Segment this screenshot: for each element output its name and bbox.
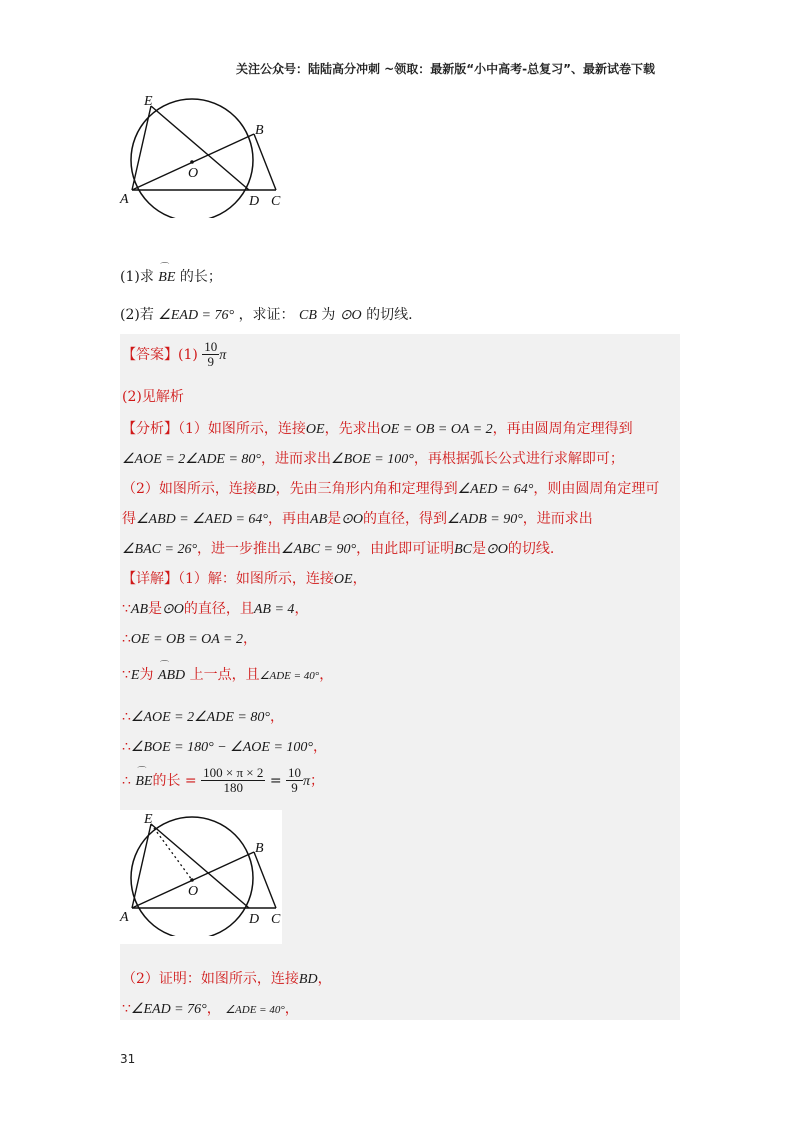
point-label-e-2: E	[144, 812, 153, 827]
analysis-l4-c: 是	[327, 511, 342, 527]
analysis-l4-eq: ∠ABD = ∠AED = 64°	[136, 512, 269, 527]
analysis-l3-aed: ∠AED = 64°	[457, 482, 534, 497]
q2-suffix: 的切线.	[366, 307, 413, 323]
detail-l1-oe: OE	[333, 572, 353, 587]
point-label-o-2: O	[188, 884, 199, 899]
answer-line	[122, 340, 226, 370]
detail-l7-a: ∴	[122, 772, 131, 789]
analysis-l3-b: ，先由三角形内角和定理得到	[275, 481, 458, 497]
detail-l7-c: ；	[310, 772, 325, 789]
geometry-figure-solution	[118, 810, 298, 936]
analysis-l2-eq: ∠AOE = 2∠ADE = 80°	[122, 452, 262, 467]
page-header: 关注公众号：陆陆高分冲刺 ~领取：最新版“小中高考-总复习”、最新试卷下载	[236, 62, 655, 76]
analysis-l4-b: ，再由	[268, 511, 311, 527]
analysis-l5-bac: ∠BAC = 26°	[122, 542, 198, 557]
detail-l7-eq: =	[269, 772, 282, 789]
analysis-l5-c: 是	[471, 541, 486, 557]
point-label-c: C	[271, 194, 281, 209]
analysis-l3-a: （2）如图所示，连接	[122, 481, 257, 497]
analysis-l4-ab: AB	[310, 512, 328, 527]
point-label-d-2: D	[249, 912, 260, 927]
proof-line-2	[122, 998, 299, 1018]
detail-l7-den: 180	[223, 780, 243, 796]
q2-circle: ⊙O	[339, 308, 362, 323]
detail-line-6	[122, 736, 327, 756]
detail-l7-fraction	[201, 766, 265, 796]
detail-l4-arc: ⌒ ABD	[158, 668, 185, 684]
analysis-l2-boe: ∠BOE = 100°	[331, 452, 414, 467]
detail-l7-rnum: 10	[288, 765, 301, 780]
answer-fraction	[202, 340, 219, 370]
detail-l2-o: ⊙O	[162, 602, 184, 617]
page-number: 31	[120, 1052, 136, 1066]
q2-mid: ，求证：	[238, 307, 295, 323]
detail-l6-eq: ∠BOE = 180° − ∠AOE = 100°	[130, 740, 313, 755]
analysis-l5-a: ，进一步推出	[197, 541, 282, 557]
detail-l2-c: 的直径，且	[183, 601, 254, 617]
analysis-l3-c: ，则由圆周角定理可	[533, 481, 660, 497]
proof-l2-c: ，	[284, 1001, 299, 1017]
q2-condition: ∠EAD = 76°	[158, 308, 235, 323]
analysis-l4-adb: ∠ADB = 90°	[446, 512, 523, 527]
answer-part2: (2)见解析	[122, 389, 184, 405]
analysis-l4-o: ⊙O	[341, 512, 363, 527]
analysis-l1-b: ，先求出	[324, 421, 381, 437]
detail-l3-eq: OE = OB = OA = 2	[130, 632, 243, 647]
detail-line-5	[122, 706, 284, 726]
proof-l2-eq: ∠EAD = 76°	[130, 1002, 207, 1017]
detail-l1-b: ，	[352, 571, 367, 587]
analysis-line-3	[122, 478, 659, 498]
analysis-l4-d: 的直径，得到	[362, 511, 447, 527]
proof-l2-eq2: ∠ADE = 40°	[225, 1004, 285, 1016]
analysis-l1-oe: OE	[305, 422, 325, 437]
detail-l4-eq: ∠ADE = 40°	[259, 670, 320, 682]
analysis-l5-abc: ∠ABC = 90°	[281, 542, 357, 557]
point-label-d: D	[249, 194, 260, 209]
detail-l7-num: 100 × π × 2	[203, 765, 264, 780]
detail-l2-eq: AB = 4	[253, 602, 295, 617]
answer-frac-den: 9	[207, 354, 215, 370]
detail-line-3	[122, 628, 257, 648]
detail-l7-b: 的长 =	[152, 772, 197, 789]
answer-label: 【答案】	[122, 346, 178, 363]
point-label-b: B	[255, 123, 264, 138]
point-label-o: O	[188, 166, 199, 181]
point-label-b-2: B	[255, 841, 264, 856]
proof-l1-b: ，	[317, 971, 332, 987]
detail-l4-b: 为	[139, 667, 154, 683]
proof-l2-b: ，	[206, 1001, 221, 1017]
q1-arc-be: ⌒ BE	[158, 270, 175, 286]
detail-l2-b: 是	[148, 601, 163, 617]
detail-l2-ab: AB	[130, 602, 149, 617]
analysis-l3-bd: BD	[256, 482, 276, 497]
analysis-l2-a: ，进而求出	[261, 451, 332, 467]
analysis-line-1	[122, 418, 633, 438]
analysis-l5-bc: BC	[454, 542, 472, 557]
analysis-line-2	[122, 448, 624, 468]
proof-l2-a: ∵	[122, 1001, 131, 1017]
proof-line-1	[122, 968, 332, 988]
point-label-a: A	[120, 192, 129, 207]
detail-l1-a: （1）解：如图所示，连接	[178, 571, 334, 587]
analysis-l1-a: （1）如图所示，连接	[178, 421, 306, 437]
detail-l7-result	[286, 766, 303, 796]
analysis-l4-a: 得	[122, 511, 136, 527]
q2-prefix: (2)若	[120, 307, 154, 323]
analysis-l1-eq: OE = OB = OA = 2	[380, 422, 493, 437]
analysis-l5-b: ，由此即可证明	[356, 541, 455, 557]
detail-l2-a: ∵	[122, 601, 131, 617]
answer-pi: π	[219, 347, 227, 363]
q2-wei: 为	[321, 307, 336, 323]
point-label-a-2: A	[120, 910, 129, 925]
detail-l7-rden: 9	[291, 780, 298, 796]
detail-l3-b: ，	[243, 631, 257, 647]
detail-label: 【详解】	[122, 571, 178, 587]
q1-prefix: (1)求	[120, 269, 154, 285]
analysis-line-4	[122, 508, 593, 528]
detail-line-2	[122, 598, 308, 618]
point-label-e: E	[144, 94, 153, 109]
proof-l1-bd: BD	[298, 972, 318, 987]
geometry-figure-top	[118, 92, 298, 218]
detail-l2-d: ，	[294, 601, 309, 617]
answer-part1: (1)	[178, 346, 198, 363]
question-2	[120, 304, 413, 324]
analysis-l5-o: ⊙O	[485, 542, 508, 557]
analysis-line-5	[122, 538, 554, 558]
question-1	[120, 266, 222, 286]
detail-l7-pi: π	[303, 773, 311, 789]
q2-cb: CB	[299, 308, 317, 323]
analysis-l2-b: ，再根据弧长公式进行求解即可；	[413, 451, 624, 467]
detail-l3-a: ∴	[122, 631, 131, 647]
detail-l4-c: 上一点，且	[189, 667, 260, 683]
detail-l6-b: ，	[313, 739, 327, 755]
detail-l6-a: ∴	[122, 739, 131, 755]
analysis-label: 【分析】	[122, 421, 178, 437]
analysis-l4-e: ，进而求出	[522, 511, 593, 527]
point-label-c-2: C	[271, 912, 281, 927]
analysis-l1-c: ，再由圆周角定理得到	[492, 421, 633, 437]
answer-frac-num: 10	[204, 339, 218, 354]
detail-l4-e: E	[130, 668, 140, 683]
detail-l5-a: ∴	[122, 709, 131, 725]
detail-l5-eq: ∠AOE = 2∠ADE = 80°	[130, 710, 270, 725]
detail-line-1	[122, 568, 367, 588]
detail-l4-d: ，	[319, 667, 334, 683]
detail-line-4	[122, 664, 333, 684]
detail-l5-b: ，	[269, 709, 284, 725]
proof-l1-a: （2）证明：如图所示，连接	[122, 971, 299, 987]
analysis-l5-d: 的切线.	[507, 541, 555, 557]
detail-l4-a: ∵	[122, 667, 131, 683]
detail-line-7	[122, 766, 324, 796]
detail-l7-arc: ⌒ BE	[135, 774, 152, 790]
q1-suffix: 的长；	[179, 269, 222, 285]
